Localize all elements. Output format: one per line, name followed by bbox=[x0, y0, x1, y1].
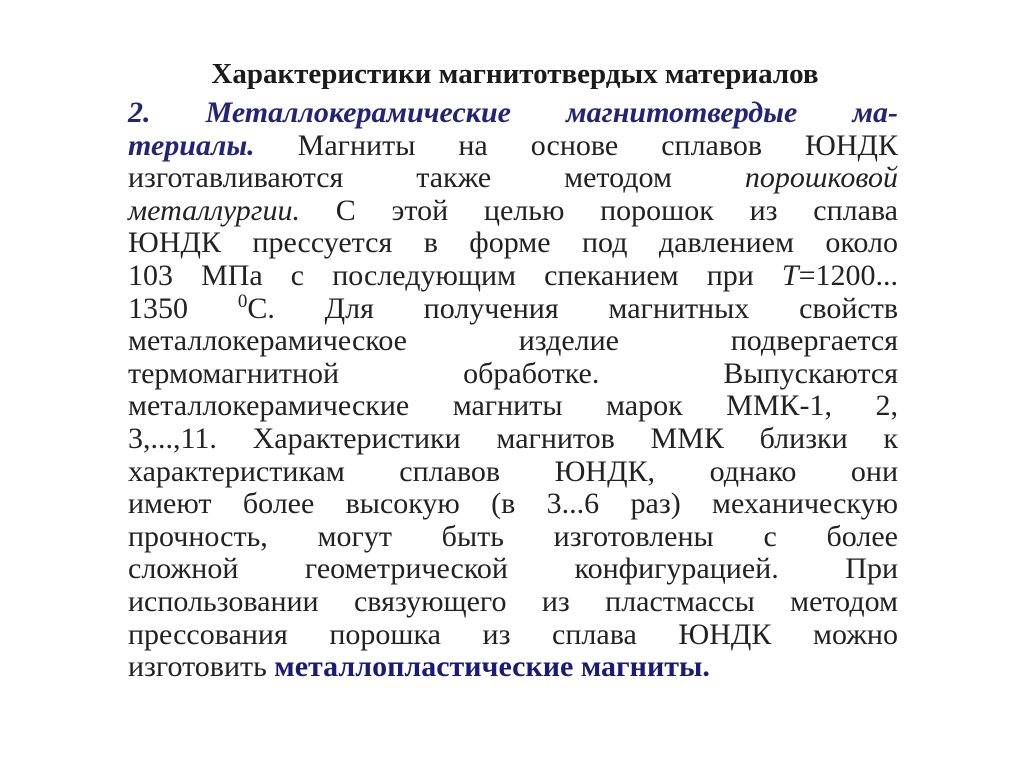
body-text-run: ЮНДК прессуется в форме под давлением около bbox=[128, 226, 898, 260]
paragraph-line bbox=[128, 456, 898, 489]
italic-term: порошковой bbox=[744, 161, 898, 195]
body-text-run: металлокерамическое изделие подвергается bbox=[128, 324, 898, 358]
paragraph-line bbox=[128, 488, 898, 521]
paragraph-line bbox=[128, 619, 898, 652]
paragraph-line bbox=[128, 325, 898, 358]
body-text-run: С этой целью порошок из сплава bbox=[300, 193, 898, 227]
body-text-run: 103 МПа с последующим спеканием при bbox=[128, 258, 782, 292]
body-text-run: металлокерамические магниты марок ММК-1, 2, bbox=[128, 389, 898, 423]
paragraph-line bbox=[128, 162, 898, 195]
body-text-run: С. Для получения магнитных свойств bbox=[247, 291, 898, 325]
italic-term: металлургии. bbox=[128, 193, 300, 227]
paragraph-line bbox=[128, 553, 898, 586]
paragraph-line bbox=[128, 423, 898, 456]
paragraph-line bbox=[128, 260, 898, 293]
paragraph-line bbox=[128, 195, 898, 228]
paragraph-line bbox=[128, 586, 898, 619]
italic-term: T bbox=[781, 258, 799, 292]
body-text-run: сложной геометрической конфигурацией. При bbox=[128, 552, 898, 586]
section-heading-text: териалы. bbox=[128, 128, 255, 162]
degree-superscript: 0 bbox=[237, 290, 248, 312]
paragraph-line bbox=[128, 390, 898, 423]
paragraph-line bbox=[128, 130, 898, 163]
section-heading-text: 2. Металлокерамические магнитотвердые ма- bbox=[128, 96, 898, 129]
bold-term: металлопластические магниты. bbox=[274, 650, 710, 684]
paragraph-line bbox=[128, 97, 898, 130]
body-text-run: прочность, могут быть изготовлены с более bbox=[128, 519, 898, 553]
body-text-run: прессования порошка из сплава ЮНДК можно bbox=[128, 617, 898, 651]
slide-title: Характеристики магнитотвердых материалов bbox=[211, 58, 819, 90]
body-text-run: изготавливаются также методом bbox=[128, 161, 745, 195]
body-text-run: имеют более высокую (в 3...6 раз) механическую bbox=[128, 487, 898, 521]
body-text-run: Магниты на основе сплавов ЮНДК bbox=[254, 128, 898, 162]
paragraph-line bbox=[128, 227, 898, 260]
paragraph-line bbox=[128, 651, 898, 684]
body-text-run: 1350 bbox=[128, 291, 238, 325]
body-text-run: термомагнитной обработке. Выпускаются bbox=[128, 356, 898, 390]
body-text-run: =1200... bbox=[798, 258, 898, 292]
paragraph-line bbox=[128, 358, 898, 391]
body-text-run: изготовить bbox=[128, 650, 275, 684]
paragraph-line bbox=[128, 290, 898, 326]
body-text-run: характеристикам сплавов ЮНДК, однако они bbox=[128, 454, 898, 488]
body-text-run: использовании связующего из пластмассы методом bbox=[128, 584, 898, 618]
body-text-run: 3,...,11. Характеристики магнитов ММК близки к bbox=[128, 421, 898, 455]
body-paragraph bbox=[128, 97, 898, 684]
paragraph-line bbox=[128, 521, 898, 554]
